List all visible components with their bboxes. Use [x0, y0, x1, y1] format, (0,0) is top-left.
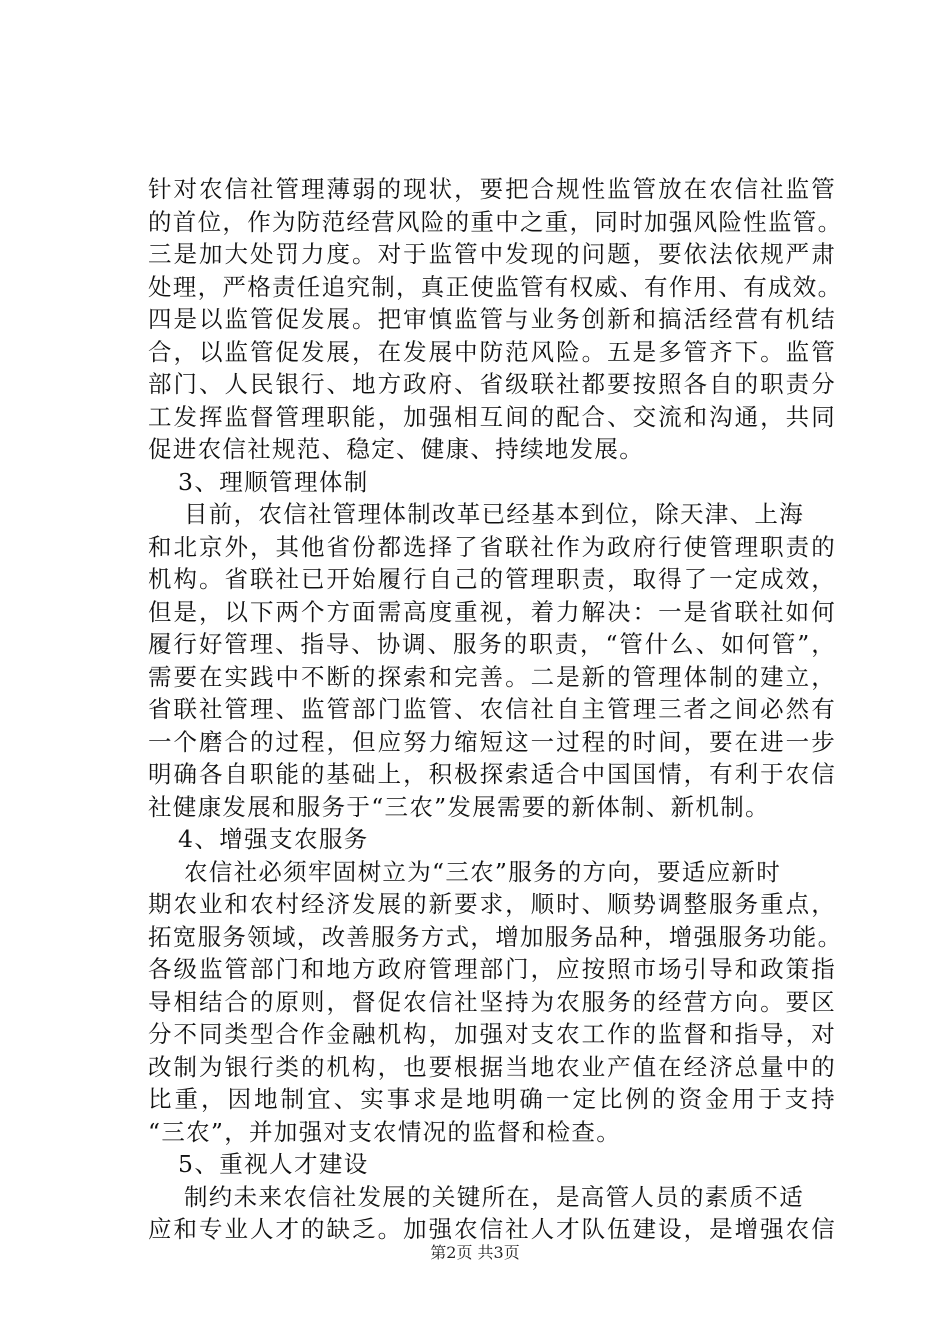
text-line: 促进农信社规范、稳定、健康、持续地发展。 [148, 435, 644, 463]
text-line: 制约未来农信社发展的关键所在，是高管人员的素质不适 [184, 1182, 804, 1211]
text-line: 明确各自职能的基础上，积极探索适合中国国情，有利于农信 [148, 760, 836, 788]
text-line: 期农业和农村经济发展的新要求，顺时、顺势调整服务重点， [148, 890, 836, 918]
text-line: 四是以监管促发展。把审慎监管与业务创新和搞活经营有机结 [148, 305, 836, 333]
text-line: 导相结合的原则，督促农信社坚持为农服务的经营方向。要区 [148, 987, 836, 1016]
page-footer: 第2页 共3页 [430, 1243, 520, 1262]
text-line: “三农”，并加强对支农情况的监督和检查。 [148, 1117, 622, 1146]
text-line: 农信社必须牢固树立为“三农”服务的方向，要适应新时 [184, 857, 782, 886]
text-line: 工发挥监督管理职能，加强相互间的配合、交流和沟通，共同 [148, 402, 836, 431]
text-line: 三是加大处罚力度。对于监管中发现的问题，要依法依规严肃 [148, 240, 836, 268]
text-line: 社健康发展和服务于“三农”发展需要的新体制、新机制。 [148, 792, 770, 821]
text-line: 但是，以下两个方面需高度重视，着力解决：一是省联社如何 [148, 597, 836, 626]
text-line: 部门、人民银行、地方政府、省级联社都要按照各自的职责分 [148, 370, 836, 398]
section-heading: 5、重视人才建设 [178, 1150, 369, 1178]
text-line: 各级监管部门和地方政府管理部门，应按照市场引导和政策指 [148, 955, 836, 983]
text-line: 一个磨合的过程，但应努力缩短这一过程的时间，要在进一步 [148, 727, 836, 756]
text-line: 和北京外，其他省份都选择了省联社作为政府行使管理职责的 [148, 532, 836, 561]
document-body [148, 173, 843, 1246]
text-line: 省联社管理、监管部门监管、农信社自主管理三者之间必然有 [148, 695, 836, 723]
text-line: 合，以监管促发展，在发展中防范风险。五是多管齐下。监管 [148, 337, 836, 366]
text-line: 目前，农信社管理体制改革已经基本到位，除天津、上海 [184, 500, 804, 528]
text-line: 应和专业人才的缺乏。加强农信社人才队伍建设，是增强农信 [148, 1215, 836, 1243]
text-line: 针对农信社管理薄弱的现状，要把合规性监管放在农信社监管 [148, 175, 836, 203]
text-line: 需要在实践中不断的探索和完善。二是新的管理体制的建立， [148, 662, 836, 691]
text-line: 处理，严格责任追究制，真正使监管有权威、有作用、有成效。 [148, 272, 843, 301]
text-line: 改制为银行类的机构，也要根据当地农业产值在经济总量中的 [148, 1052, 836, 1081]
text-line: 分不同类型合作金融机构，加强对支农工作的监督和指导，对 [148, 1020, 836, 1048]
section-heading: 4、增强支农服务 [178, 825, 369, 853]
text-line: 拓宽服务领域，改善服务方式，增加服务品种，增强服务功能。 [148, 922, 843, 951]
text-line: 机构。省联社已开始履行自己的管理职责，取得了一定成效， [148, 565, 836, 593]
text-line: 履行好管理、指导、协调、服务的职责，“管什么、如何管”， [148, 630, 836, 658]
text-line: 比重，因地制宜、实事求是地明确一定比例的资金用于支持 [148, 1085, 836, 1113]
section-heading: 3、理顺管理体制 [178, 467, 369, 496]
text-line: 的首位，作为防范经营风险的重中之重，同时加强风险性监管。 [148, 207, 843, 236]
